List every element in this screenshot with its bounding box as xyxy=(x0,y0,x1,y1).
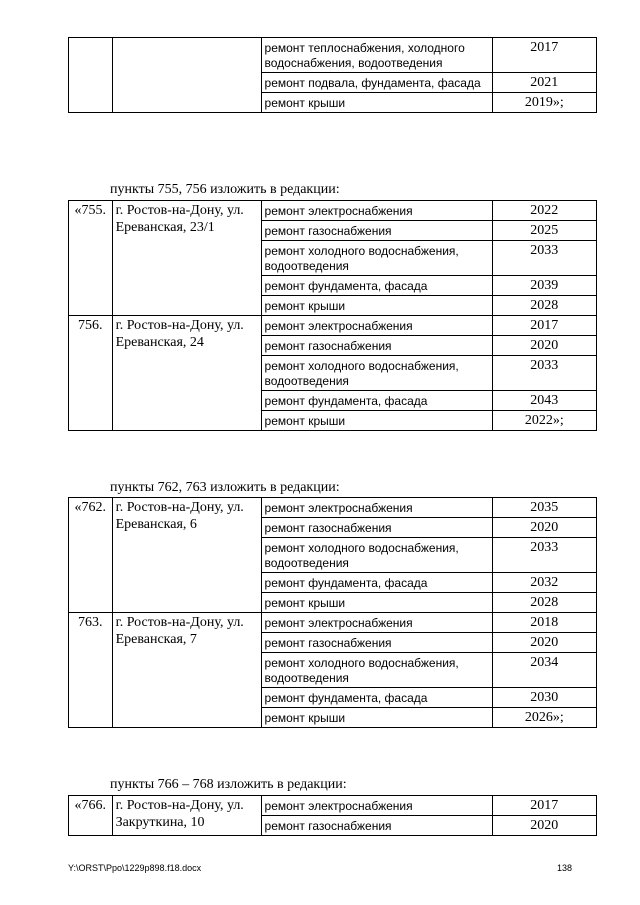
work-type: ремонт газоснабжения xyxy=(261,816,492,836)
item-number xyxy=(69,38,113,113)
work-type: ремонт крыши xyxy=(261,296,492,316)
item-address xyxy=(112,38,261,113)
table-row xyxy=(69,796,597,816)
table-items-766 xyxy=(68,795,597,836)
work-type: ремонт электроснабжения xyxy=(261,201,492,221)
intro-text-762-763: пункты 762, 763 изложить в редакции: xyxy=(110,480,340,495)
work-year: 2034 xyxy=(492,653,596,688)
item-number: 756. xyxy=(69,316,113,431)
work-type: ремонт подвала, фундамента, фасада xyxy=(261,73,492,93)
work-type: ремонт холодного водоснабжения, водоотведения xyxy=(261,653,492,688)
work-type: ремонт газоснабжения xyxy=(261,336,492,356)
table-row xyxy=(69,498,597,518)
table-row xyxy=(69,201,597,221)
work-year: 2033 xyxy=(492,538,596,573)
work-type: ремонт крыши xyxy=(261,93,492,113)
work-type: ремонт холодного водоснабжения, водоотведения xyxy=(261,356,492,391)
work-year: 2025 xyxy=(492,221,596,241)
work-type: ремонт крыши xyxy=(261,411,492,431)
work-year: 2017 xyxy=(492,796,596,816)
work-type: ремонт газоснабжения xyxy=(261,518,492,538)
work-year: 2017 xyxy=(492,38,596,73)
work-type: ремонт электроснабжения xyxy=(261,498,492,518)
work-year: 2032 xyxy=(492,573,596,593)
work-year: 2022»; xyxy=(492,411,596,431)
work-type: ремонт электроснабжения xyxy=(261,316,492,336)
item-number: «762. xyxy=(69,498,113,613)
work-type: ремонт электроснабжения xyxy=(261,796,492,816)
work-year: 2020 xyxy=(492,336,596,356)
work-year: 2039 xyxy=(492,276,596,296)
work-type: ремонт фундамента, фасада xyxy=(261,276,492,296)
work-year: 2043 xyxy=(492,391,596,411)
work-type: ремонт газоснабжения xyxy=(261,221,492,241)
table-continuation xyxy=(68,37,597,113)
intro-text-766-768: пункты 766 – 768 изложить в редакции: xyxy=(110,777,347,792)
item-number: 763. xyxy=(69,613,113,728)
table-row xyxy=(69,316,597,336)
item-address: г. Ростов-на-Дону, ул. Ереванская, 24 xyxy=(112,316,261,431)
work-year: 2020 xyxy=(492,518,596,538)
work-year: 2018 xyxy=(492,613,596,633)
work-year: 2035 xyxy=(492,498,596,518)
work-year: 2028 xyxy=(492,593,596,613)
work-type: ремонт холодного водоснабжения, водоотведения xyxy=(261,538,492,573)
work-year: 2026»; xyxy=(492,708,596,728)
item-address: г. Ростов-на-Дону, ул. Ереванская, 6 xyxy=(112,498,261,613)
item-address: г. Ростов-на-Дону, ул. Ереванская, 23/1 xyxy=(112,201,261,316)
work-type: ремонт фундамента, фасада xyxy=(261,391,492,411)
item-address: г. Ростов-на-Дону, ул. Ереванская, 7 xyxy=(112,613,261,728)
table-row xyxy=(69,38,597,73)
item-number: «766. xyxy=(69,796,113,836)
item-address: г. Ростов-на-Дону, ул. Закруткина, 10 xyxy=(112,796,261,836)
work-type: ремонт газоснабжения xyxy=(261,633,492,653)
work-year: 2017 xyxy=(492,316,596,336)
work-year: 2019»; xyxy=(492,93,596,113)
table-items-762-763 xyxy=(68,497,597,728)
work-type: ремонт холодного водоснабжения, водоотведения xyxy=(261,241,492,276)
work-type: ремонт теплоснабжения, холодного водоснабжения, водоотведения xyxy=(261,38,492,73)
footer-file-path: Y:\ORST\Ppo\1229p898.f18.docx xyxy=(68,863,202,873)
work-type: ремонт фундамента, фасада xyxy=(261,688,492,708)
work-year: 2021 xyxy=(492,73,596,93)
item-number: «755. xyxy=(69,201,113,316)
table-row xyxy=(69,613,597,633)
work-year: 2033 xyxy=(492,241,596,276)
work-year: 2028 xyxy=(492,296,596,316)
work-type: ремонт крыши xyxy=(261,593,492,613)
work-year: 2020 xyxy=(492,816,596,836)
work-year: 2033 xyxy=(492,356,596,391)
work-type: ремонт фундамента, фасада xyxy=(261,573,492,593)
work-year: 2030 xyxy=(492,688,596,708)
table-items-755-756 xyxy=(68,200,597,431)
page-number: 138 xyxy=(556,863,572,873)
intro-text-755-756: пункты 755, 756 изложить в редакции: xyxy=(110,182,340,197)
work-type: ремонт электроснабжения xyxy=(261,613,492,633)
work-type: ремонт крыши xyxy=(261,708,492,728)
work-year: 2020 xyxy=(492,633,596,653)
work-year: 2022 xyxy=(492,201,596,221)
